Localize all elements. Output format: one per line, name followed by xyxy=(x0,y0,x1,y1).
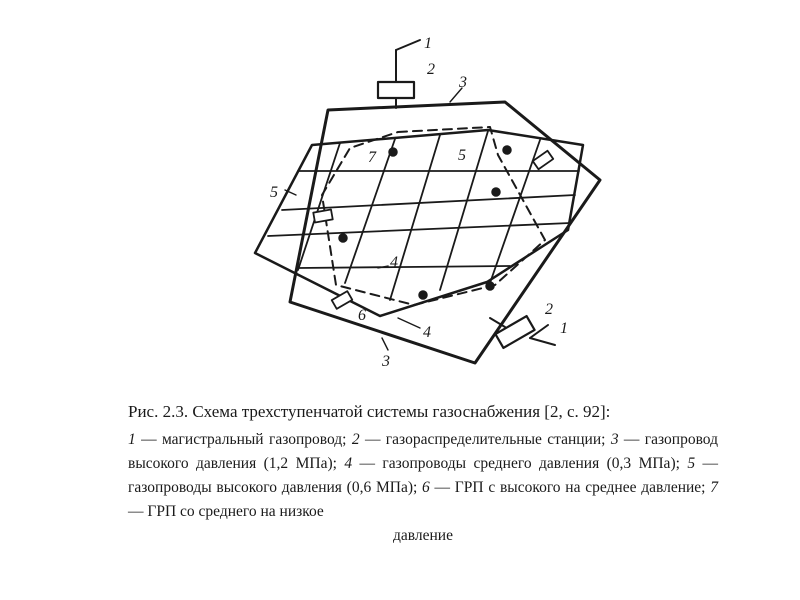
legend-text-6: — ГРП с высокого на среднее давление; xyxy=(429,479,711,496)
label-7: 7 xyxy=(368,149,376,166)
grid-line xyxy=(282,195,575,210)
grp-7-node xyxy=(389,148,397,156)
grp-7-node xyxy=(503,146,511,154)
label-1-right: 1 xyxy=(560,320,568,337)
label-1-top: 1 xyxy=(424,35,432,52)
main-pipeline-1-top-arrow xyxy=(396,40,420,50)
caption-title: Рис. 2.3. Схема трехступенчатой системы газоснабжения [2, с. 92]: xyxy=(128,402,611,421)
grp-7-node xyxy=(492,188,500,196)
label-4-bottom: 4 xyxy=(423,324,431,341)
legend-text-7: — ГРП со среднего на низкое xyxy=(128,503,324,520)
label-leader-3-bottom xyxy=(382,338,388,350)
legend-text-7-end: давление xyxy=(393,527,453,544)
main-pipeline-1-right xyxy=(530,338,555,345)
label-5-left: 5 xyxy=(270,184,278,201)
label-5-mid: 5 xyxy=(458,147,466,164)
legend-number-3: 3 xyxy=(610,431,619,448)
label-6: 6 xyxy=(358,307,366,324)
legend-number-6: 6 xyxy=(422,479,430,496)
figure-caption xyxy=(128,400,718,548)
legend-number-5: 5 xyxy=(687,455,696,472)
label-2-right: 2 xyxy=(545,301,553,318)
legend-number-1: 1 xyxy=(128,431,136,448)
legend-text-5: — газопроводы высокого давления (0,6 МПа); xyxy=(128,455,719,496)
gds-station-2-top xyxy=(378,82,414,98)
label-3-bottom: 3 xyxy=(382,353,390,370)
legend-number-2: 2 xyxy=(351,431,360,448)
grp-7-node xyxy=(339,234,347,242)
grp-7-node xyxy=(486,282,494,290)
legend-text-1: — магистральный газопровод; xyxy=(135,431,352,448)
legend-text-3: — газопровод высокого давления (1,2 МПа); xyxy=(128,431,718,472)
label-2-top: 2 xyxy=(427,61,435,78)
grp-6-station xyxy=(313,210,332,223)
legend-number-7: 7 xyxy=(710,479,718,496)
label-4-mid: 4 xyxy=(390,254,398,271)
label-leader-4-bottom xyxy=(398,318,420,328)
gds-station-2-right xyxy=(495,316,534,348)
grid-line xyxy=(298,266,510,268)
grid-line xyxy=(390,135,440,300)
legend-number-4: 4 xyxy=(344,455,353,472)
label-3-top: 3 xyxy=(459,74,467,91)
grp-7-node xyxy=(419,291,427,299)
legend-text-2: — газораспределительные станции; xyxy=(359,431,611,448)
legend-text-4: — газопроводы среднего давления (0,3 МПа); xyxy=(352,455,688,472)
